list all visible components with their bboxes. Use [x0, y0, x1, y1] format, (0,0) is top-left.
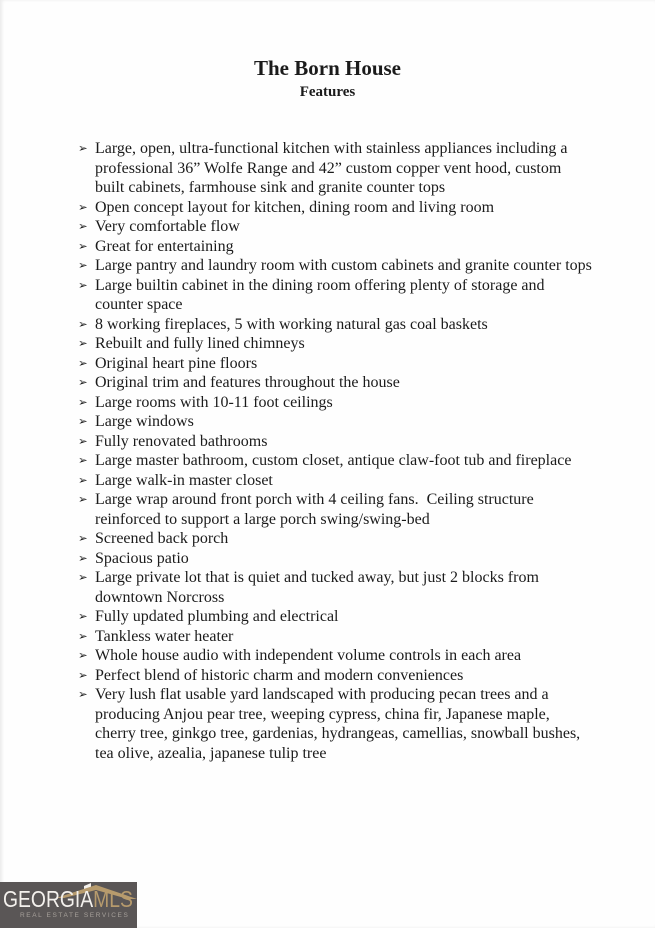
- feature-item: [78, 412, 592, 432]
- arrow-bullet-icon: ➢: [78, 355, 88, 370]
- feature-text: Original heart pine floors: [95, 354, 258, 372]
- features-list: [0, 139, 592, 763]
- arrow-bullet-icon: ➢: [78, 492, 88, 506]
- feature-item: [78, 627, 592, 647]
- feature-item: [78, 393, 592, 413]
- arrow-bullet-icon: ➢: [78, 453, 88, 467]
- arrow-bullet-icon: ➢: [78, 550, 88, 565]
- feature-item: [78, 237, 592, 257]
- feature-item: [78, 646, 592, 666]
- feature-item: [78, 354, 592, 374]
- feature-text: Large builtin cabinet in the dining room offering plenty of storage and counter space: [95, 276, 549, 313]
- feature-text: Large windows: [95, 413, 194, 430]
- feature-text: Open concept layout for kitchen, dining room and living room: [95, 198, 495, 216]
- feature-item: [78, 217, 592, 237]
- arrow-bullet-icon: ➢: [78, 628, 88, 643]
- logo-text-georgia: GEORGIA: [3, 886, 94, 912]
- arrow-bullet-icon: ➢: [78, 687, 88, 701]
- feature-item: [78, 432, 592, 452]
- arrow-bullet-icon: ➢: [78, 433, 88, 448]
- feature-text: Fully renovated bathrooms: [95, 432, 268, 450]
- logo-text-mls: MLS: [93, 886, 133, 912]
- feature-text: Tankless water heater: [95, 627, 234, 645]
- arrow-bullet-icon: ➢: [78, 199, 88, 214]
- feature-text: Large walk-in master closet: [95, 471, 273, 489]
- feature-text: Very lush flat usable yard landscaped with producing pecan trees and a producing Anjou pear tree, weeping cypress, china fir, Japanese maple, cherry tree, ginkgo tree, gardenias, hydrangeas, camellias, snowball bushes, tea olive, azealia, japanese tulip tree: [95, 686, 585, 762]
- arrow-bullet-icon: ➢: [78, 570, 88, 584]
- arrow-bullet-icon: ➢: [78, 609, 88, 623]
- feature-text: Large rooms with 10-11 foot ceilings: [95, 393, 333, 411]
- feature-item: [78, 490, 592, 529]
- feature-item: [78, 198, 592, 218]
- feature-text: Fully updated plumbing and electrical: [95, 608, 339, 625]
- arrow-bullet-icon: ➢: [78, 472, 88, 487]
- arrow-bullet-icon: ➢: [78, 277, 88, 292]
- arrow-bullet-icon: ➢: [78, 414, 88, 428]
- feature-item: [78, 549, 592, 569]
- feature-text: Perfect blend of historic charm and modern conveniences: [95, 666, 464, 684]
- feature-text: Large, open, ultra-functional kitchen with stainless appliances including a professional 36” Wolfe Range and 42” custom copper vent hood, custom built cabinets, farmhouse sink and granite counter tops: [95, 140, 572, 196]
- feature-text: Rebuilt and fully lined chimneys: [95, 335, 305, 352]
- feature-text: Whole house audio with independent volume controls in each area: [95, 647, 522, 664]
- feature-text: Spacious patio: [95, 549, 189, 567]
- feature-text: Original trim and features throughout the house: [95, 374, 400, 391]
- feature-item: [78, 666, 592, 686]
- feature-item: [78, 471, 592, 491]
- feature-item: [78, 685, 592, 763]
- feature-item: [78, 256, 592, 276]
- arrow-bullet-icon: ➢: [78, 316, 88, 331]
- feature-item: [78, 373, 592, 393]
- arrow-bullet-icon: ➢: [78, 219, 88, 233]
- arrow-bullet-icon: ➢: [78, 648, 88, 662]
- georgia-mls-logo: [0, 882, 137, 928]
- page-subtitle: Features: [299, 84, 356, 100]
- feature-text: Large private lot that is quiet and tucked away, but just 2 blocks from downtown Norcross: [95, 569, 543, 606]
- arrow-bullet-icon: ➢: [78, 141, 88, 155]
- feature-text: Large wrap around front porch with 4 ceiling fans. Ceiling structure reinforced to support a large porch swing/swing-bed: [95, 491, 538, 528]
- feature-text: Very comfortable flow: [95, 218, 240, 235]
- feature-text: Large master bathroom, custom closet, antique claw-foot tub and fireplace: [95, 452, 572, 469]
- feature-item: [78, 529, 592, 549]
- arrow-bullet-icon: ➢: [78, 258, 88, 272]
- page-title: The Born House: [253, 56, 402, 80]
- arrow-bullet-icon: ➢: [78, 336, 88, 350]
- feature-item: [78, 607, 592, 627]
- feature-item: [78, 568, 592, 607]
- feature-item: [78, 315, 592, 335]
- feature-item: [78, 276, 592, 315]
- logo-wordmark: [3, 888, 133, 911]
- arrow-bullet-icon: ➢: [78, 238, 88, 253]
- feature-text: Great for entertaining: [95, 237, 234, 255]
- feature-item: [78, 334, 592, 354]
- feature-text: 8 working fireplaces, 5 with working natural gas coal baskets: [95, 315, 488, 333]
- feature-text: Large pantry and laundry room with custom cabinets and granite counter tops: [95, 257, 592, 274]
- feature-item: [78, 451, 592, 471]
- arrow-bullet-icon: ➢: [78, 667, 88, 682]
- logo-tagline: REAL ESTATE SERVICES: [20, 912, 130, 919]
- arrow-bullet-icon: ➢: [78, 375, 88, 389]
- feature-text: Screened back porch: [95, 530, 229, 547]
- arrow-bullet-icon: ➢: [78, 394, 88, 409]
- feature-item: [78, 139, 592, 198]
- arrow-bullet-icon: ➢: [78, 531, 88, 545]
